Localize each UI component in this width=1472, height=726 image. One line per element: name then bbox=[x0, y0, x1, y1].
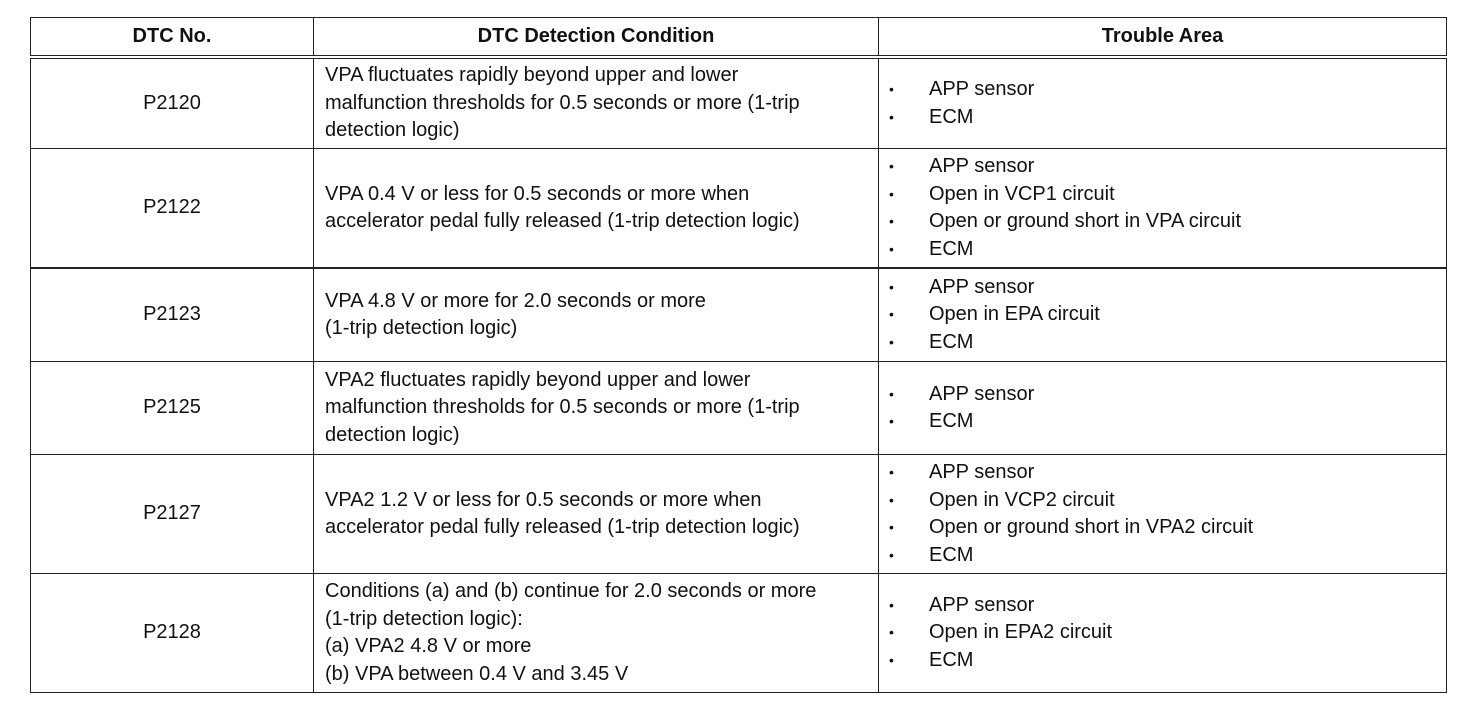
trouble-area-item bbox=[889, 329, 1438, 357]
trouble-area-text: APP sensor bbox=[929, 155, 1035, 177]
trouble-area-text: APP sensor bbox=[929, 593, 1035, 616]
bullet-icon: • bbox=[889, 464, 894, 480]
trouble-area-item bbox=[889, 208, 1438, 236]
bullet-icon: • bbox=[889, 306, 894, 323]
table-row bbox=[31, 57, 1447, 149]
dtc-table bbox=[30, 17, 1447, 693]
trouble-area-text: APP sensor bbox=[929, 275, 1035, 298]
bullet-icon: • bbox=[889, 596, 894, 613]
condition-line: (b) VPA between 0.4 V and 3.45 V bbox=[325, 662, 629, 685]
table-row bbox=[31, 455, 1447, 574]
bullet-icon: • bbox=[889, 108, 894, 125]
bullet-icon: • bbox=[889, 519, 894, 535]
header-row bbox=[31, 18, 1447, 58]
trouble-area-text: APP sensor bbox=[929, 461, 1035, 483]
trouble-area-text: Open in EPA circuit bbox=[929, 303, 1100, 326]
trouble-area-list bbox=[889, 592, 1438, 675]
detection-condition bbox=[314, 268, 879, 362]
bullet-icon: • bbox=[889, 185, 894, 202]
bullet-icon: • bbox=[889, 81, 894, 97]
detection-condition bbox=[314, 57, 879, 149]
trouble-area bbox=[879, 574, 1447, 693]
table-row bbox=[31, 362, 1447, 455]
trouble-area-item bbox=[889, 236, 1438, 264]
trouble-area-text: APP sensor bbox=[929, 78, 1035, 100]
trouble-area-item bbox=[889, 487, 1438, 515]
trouble-area-list bbox=[889, 76, 1438, 131]
bullet-icon: • bbox=[889, 546, 894, 563]
trouble-area-item bbox=[889, 104, 1438, 132]
trouble-area-item bbox=[889, 592, 1438, 620]
dtc-code: P2122 bbox=[31, 149, 314, 269]
detection-condition bbox=[314, 149, 879, 269]
trouble-area-text: APP sensor bbox=[929, 382, 1035, 405]
trouble-area-text: Open or ground short in VPA circuit bbox=[929, 210, 1242, 232]
bullet-icon: • bbox=[889, 491, 894, 508]
trouble-area bbox=[879, 455, 1447, 574]
trouble-area-text: ECM bbox=[929, 543, 974, 566]
trouble-area-text: ECM bbox=[929, 410, 974, 432]
condition-line: accelerator pedal fully released (1-trip detection logic) bbox=[325, 210, 800, 232]
trouble-area-item bbox=[889, 274, 1438, 302]
bullet-icon: • bbox=[889, 158, 894, 174]
trouble-area bbox=[879, 268, 1447, 362]
table-row bbox=[31, 268, 1447, 362]
table-row bbox=[31, 574, 1447, 693]
detection-condition bbox=[314, 574, 879, 693]
condition-line: (a) VPA2 4.8 V or more bbox=[325, 635, 532, 657]
trouble-area-item bbox=[889, 619, 1438, 647]
condition-line: detection logic) bbox=[325, 119, 460, 142]
condition-line: VPA 4.8 V or more for 2.0 seconds or more bbox=[325, 289, 706, 312]
trouble-area-list bbox=[889, 459, 1438, 569]
dtc-code: P2123 bbox=[31, 268, 314, 362]
trouble-area-text: ECM bbox=[929, 330, 974, 353]
bullet-icon: • bbox=[889, 240, 894, 257]
trouble-area-item bbox=[889, 459, 1438, 487]
bullet-icon: • bbox=[889, 278, 894, 295]
condition-line: accelerator pedal fully released (1-trip detection logic) bbox=[325, 516, 800, 538]
detection-condition bbox=[314, 455, 879, 574]
condition-line: Conditions (a) and (b) continue for 2.0 seconds or more bbox=[325, 580, 817, 602]
trouble-area-text: Open or ground short in VPA2 circuit bbox=[929, 516, 1254, 538]
trouble-area-item bbox=[889, 153, 1438, 181]
condition-line: (1-trip detection logic) bbox=[325, 317, 518, 339]
trouble-area-item bbox=[889, 514, 1438, 542]
bullet-icon: • bbox=[889, 624, 894, 641]
dtc-code: P2120 bbox=[31, 57, 314, 149]
header-detection-condition: DTC Detection Condition bbox=[314, 18, 879, 58]
condition-line: malfunction thresholds for 0.5 seconds or more (1-trip bbox=[325, 396, 800, 419]
trouble-area-text: ECM bbox=[929, 105, 974, 128]
trouble-area-text: Open in VCP1 circuit bbox=[929, 182, 1115, 205]
trouble-area-item bbox=[889, 301, 1438, 329]
bullet-icon: • bbox=[889, 213, 894, 229]
detection-condition bbox=[314, 362, 879, 455]
trouble-area bbox=[879, 362, 1447, 455]
trouble-area-text: ECM bbox=[929, 648, 974, 671]
trouble-area-item bbox=[889, 181, 1438, 209]
trouble-area-item bbox=[889, 76, 1438, 104]
trouble-area-item bbox=[889, 542, 1438, 570]
header-trouble-area: Trouble Area bbox=[879, 18, 1447, 58]
trouble-area-item bbox=[889, 381, 1438, 409]
bullet-icon: • bbox=[889, 413, 894, 429]
dtc-code: P2125 bbox=[31, 362, 314, 455]
condition-line: VPA fluctuates rapidly beyond upper and lower bbox=[325, 64, 739, 87]
header-dtc-no: DTC No. bbox=[31, 18, 314, 58]
condition-line: detection logic) bbox=[325, 423, 460, 446]
trouble-area-list bbox=[889, 381, 1438, 436]
condition-line: VPA 0.4 V or less for 0.5 seconds or more when bbox=[325, 182, 750, 205]
dtc-code: P2128 bbox=[31, 574, 314, 693]
bullet-icon: • bbox=[889, 651, 894, 668]
trouble-area-text: Open in EPA2 circuit bbox=[929, 621, 1113, 644]
trouble-area-item bbox=[889, 647, 1438, 675]
trouble-area-item bbox=[889, 408, 1438, 436]
dtc-code: P2127 bbox=[31, 455, 314, 574]
condition-line: (1-trip detection logic): bbox=[325, 607, 523, 630]
trouble-area bbox=[879, 57, 1447, 149]
table-row bbox=[31, 149, 1447, 269]
trouble-area-list bbox=[889, 153, 1438, 263]
bullet-icon: • bbox=[889, 385, 894, 402]
trouble-area-list bbox=[889, 274, 1438, 357]
trouble-area-text: Open in VCP2 circuit bbox=[929, 488, 1115, 511]
condition-line: malfunction thresholds for 0.5 seconds or more (1-trip bbox=[325, 91, 800, 114]
trouble-area bbox=[879, 149, 1447, 269]
condition-line: VPA2 1.2 V or less for 0.5 seconds or more when bbox=[325, 488, 762, 511]
bullet-icon: • bbox=[889, 333, 894, 350]
condition-line: VPA2 fluctuates rapidly beyond upper and lower bbox=[325, 368, 751, 391]
trouble-area-text: ECM bbox=[929, 237, 974, 260]
